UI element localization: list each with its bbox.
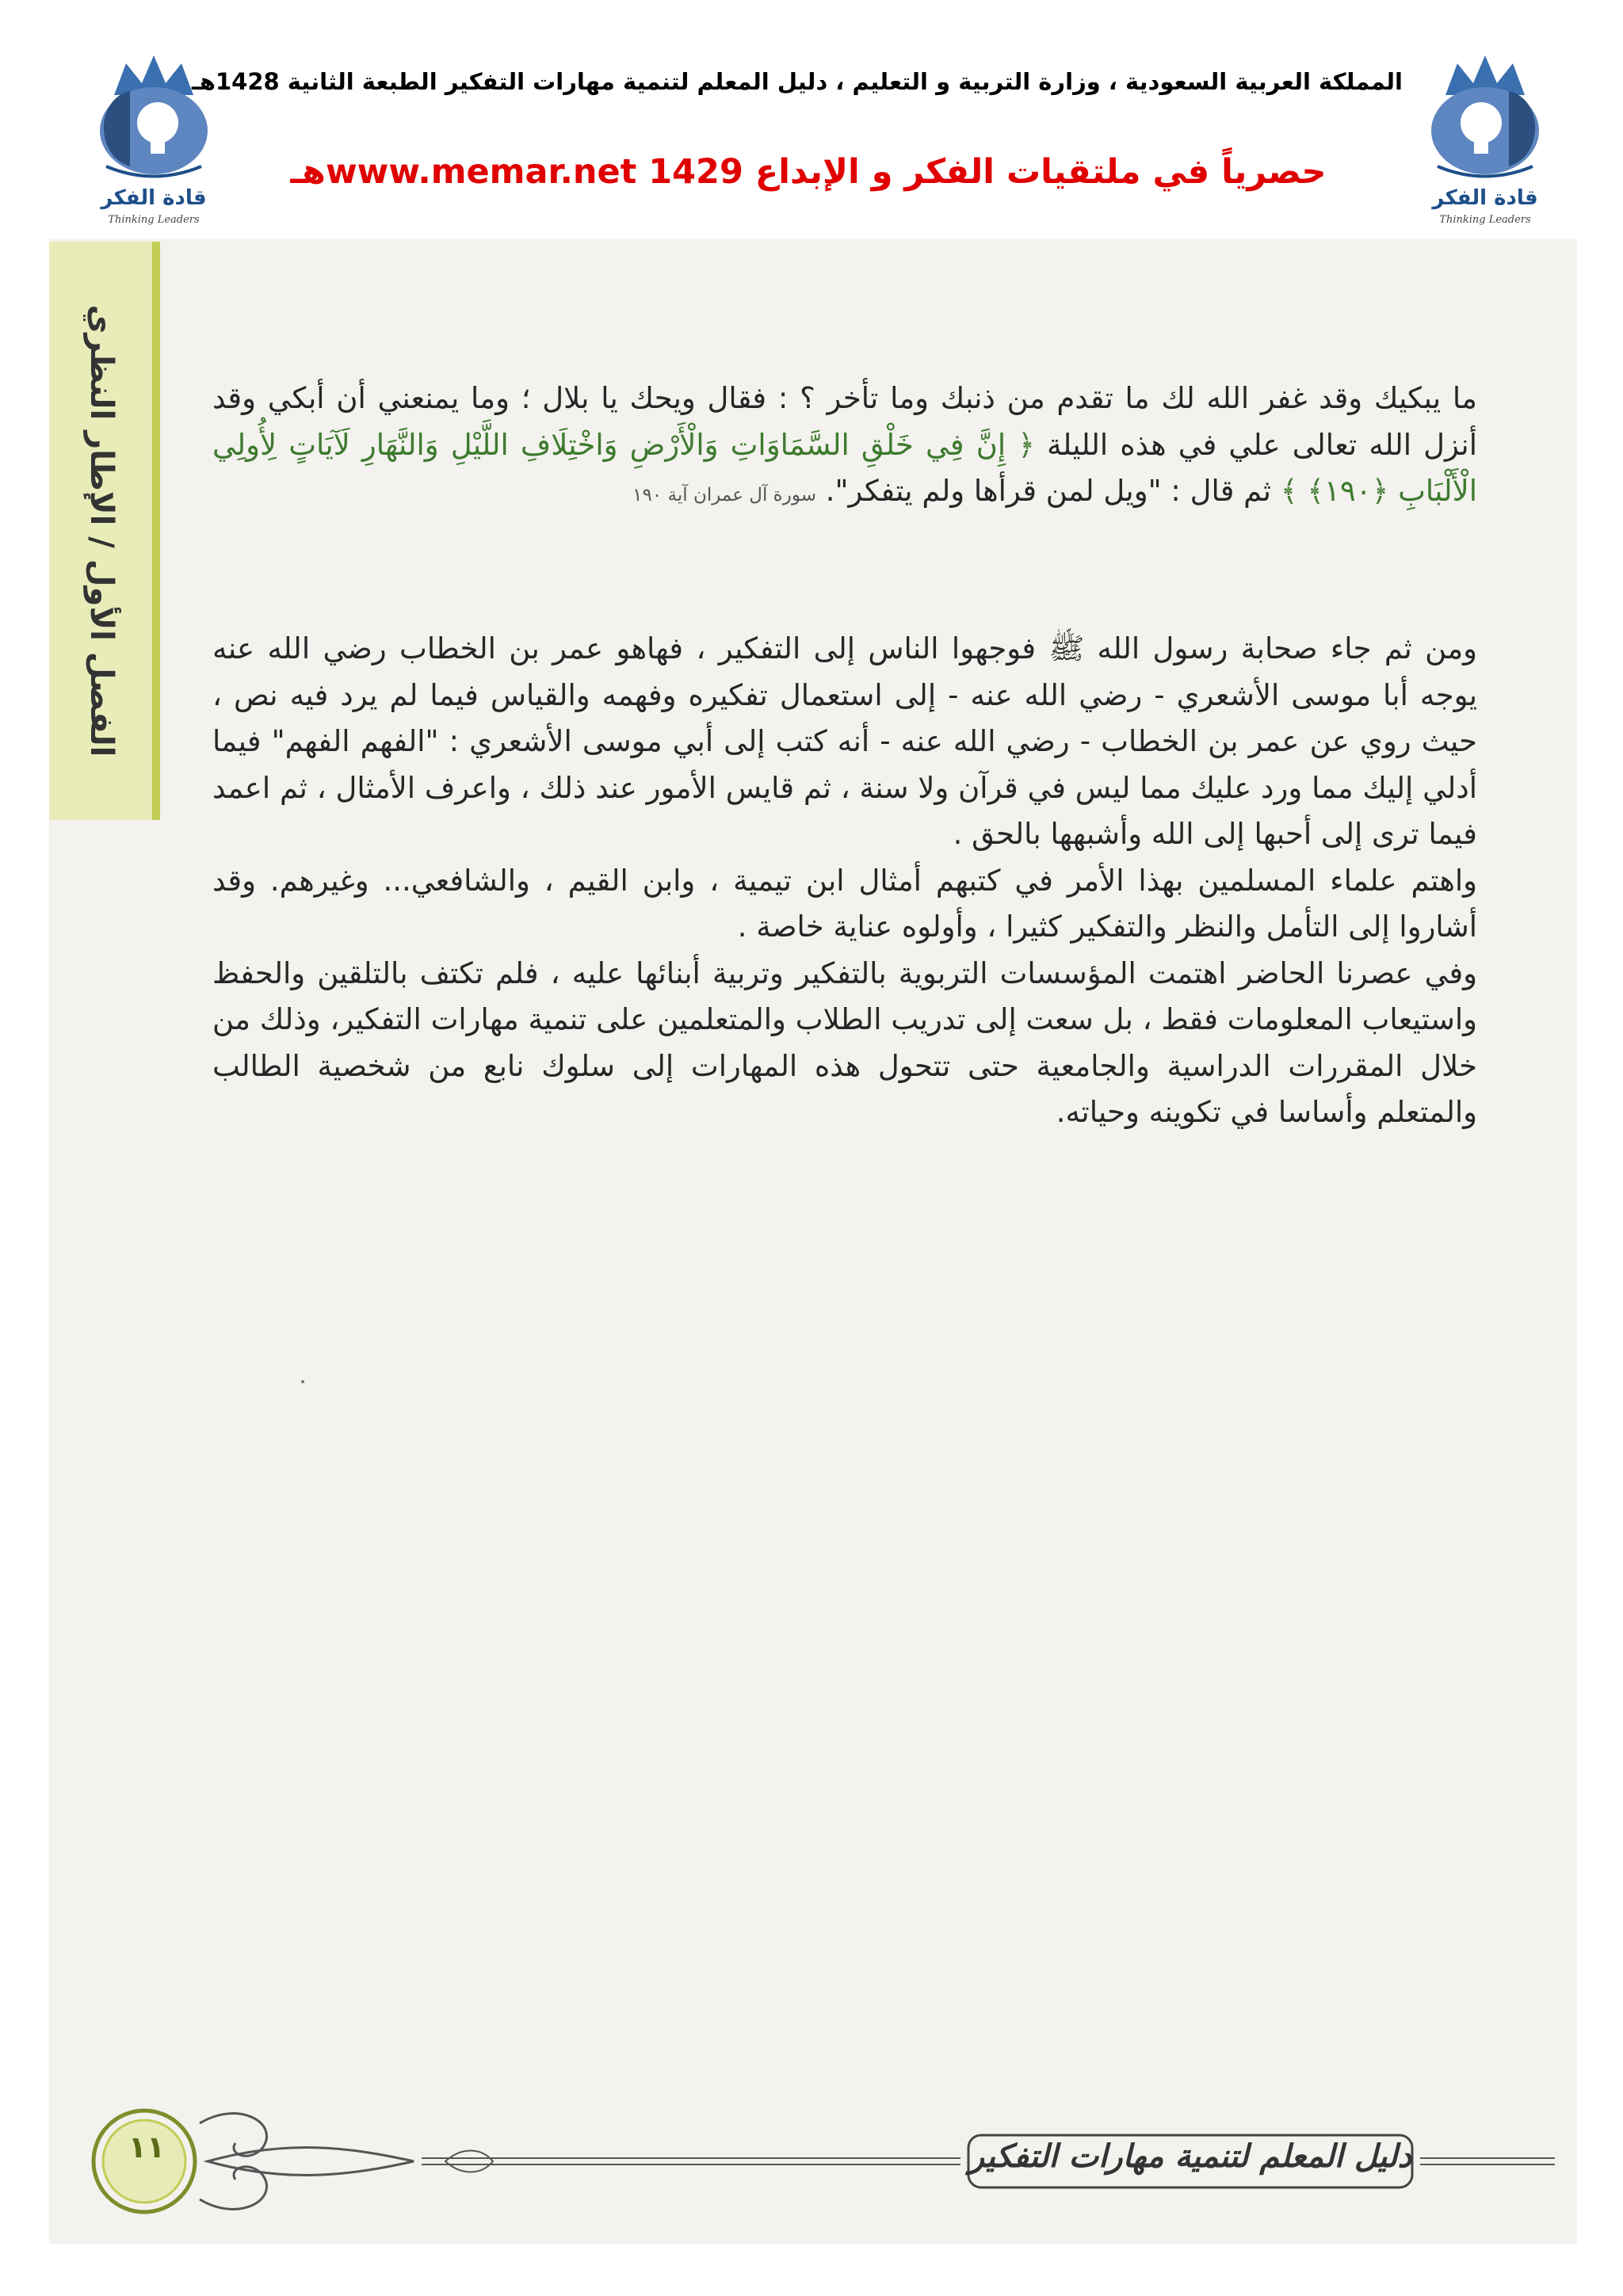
body-paragraph: ومن ثم جاء صحابة رسول الله ﷺ فوجهوا الناس إلى التفكير ، فهاهو عمر بن الخطاب رضي الله عنه يوجه أبا موسى الأشعري - رضي الله عنه - إلى استعمال تفكيره وفهمه والقياس فيما لم يرد فيه نص ، حيث روي عن عمر بن الخطاب - رضي الله عنه - أنه كتب إلى أبي موسى الأشعري : "الفهم الفهم" فيما أدلي إليك مما ورد عليك مما ليس في قرآن ولا سنة ، ثم قايس الأمور عند ذلك ، واعرف الأمثال ، ثم اعمد فيما ترى إلى أحبها إلى الله وأشبهها بالحق . [212, 631, 1477, 851]
body-paragraph: واهتم علماء المسلمين بهذا الأمر في كتبهم أمثال ابن تيمية ، وابن القيم ، والشافعي... وغيرهم. وقد أشاروا إلى التأمل والنظر والتفكير كثيرا ، وأولوه عناية خاصة . [212, 863, 1477, 944]
logo-subcaption: Thinking Leaders [108, 214, 200, 226]
body-paragraph: وفي عصرنا الحاضر اهتمت المؤسسات التربوية بالتفكير وتربية أبنائها عليه ، فلم تكتف بالتلقين والحفظ واستيعاب المعلومات فقط ، بل سعت إلى تدريب الطلاب والمتعلمين على تنمية مهارات التفكير، وذلك من خلال المقررات الدراسية والجامعية حتى تتحول هذه المهارات إلى سلوك نابع من شخصية الطالب والمتعلم وأساسا في تكوينه وحياته. [212, 955, 1477, 1129]
logo-caption: قادة الفكر [101, 186, 207, 210]
lightbulb-head-logo-icon [1414, 48, 1556, 186]
logo-caption: قادة الفكر [1432, 186, 1538, 210]
logo-left [82, 48, 225, 226]
page-number: ١١ [128, 2130, 166, 2164]
logo-subcaption: Thinking Leaders [1439, 214, 1531, 226]
body-paragraphs [212, 626, 1477, 1136]
verse-reference: سورة آل عمران آية ١٩٠ [632, 485, 816, 505]
scan-speck [301, 1380, 304, 1383]
scanned-page [49, 239, 1577, 2244]
logo-right [1414, 48, 1556, 226]
paragraph-text-before-verse: ما يبكيك وقد غفر الله لك ما تقدم من ذنبك وما تأخر ؟ : فقال ويحك يا بلال ؛ وما يمنعني أن أبكي وقد أنزل الله تعالى علي في هذه الليلة [212, 381, 1477, 462]
lightbulb-head-logo-icon [82, 48, 225, 186]
chapter-side-tab-label: الفصل الأول / الإطار النظري [83, 304, 120, 757]
paragraph-text-after-verse: ثم قال : "ويل لمن قرأها ولم يتفكر". [825, 474, 1272, 508]
body-paragraph-verse [212, 376, 1477, 519]
header-line-2: حصرياً في ملتقيات الفكر و الإبداع www.memar.net 1429هـ [290, 152, 1327, 192]
header-line-1: المملكة العربية السعودية ، وزارة التربية و التعليم ، دليل المعلم لتنمية مهارات التفكير الطبعة الثانية 1428هـ [191, 68, 1403, 95]
quran-verse: ﴿ إِنَّ فِي خَلْقِ السَّمَاوَاتِ وَالْأَرْضِ وَاخْتِلَافِ اللَّيْلِ وَالنَّهَارِ لَآيَاتٍ لِأُولِي الْأَلْبَابِ ﴿١٩٠﴾ ﴾ [212, 427, 1477, 508]
footer-title: دليل المعلم لتنمية مهارات التفكير [968, 2138, 1412, 2175]
